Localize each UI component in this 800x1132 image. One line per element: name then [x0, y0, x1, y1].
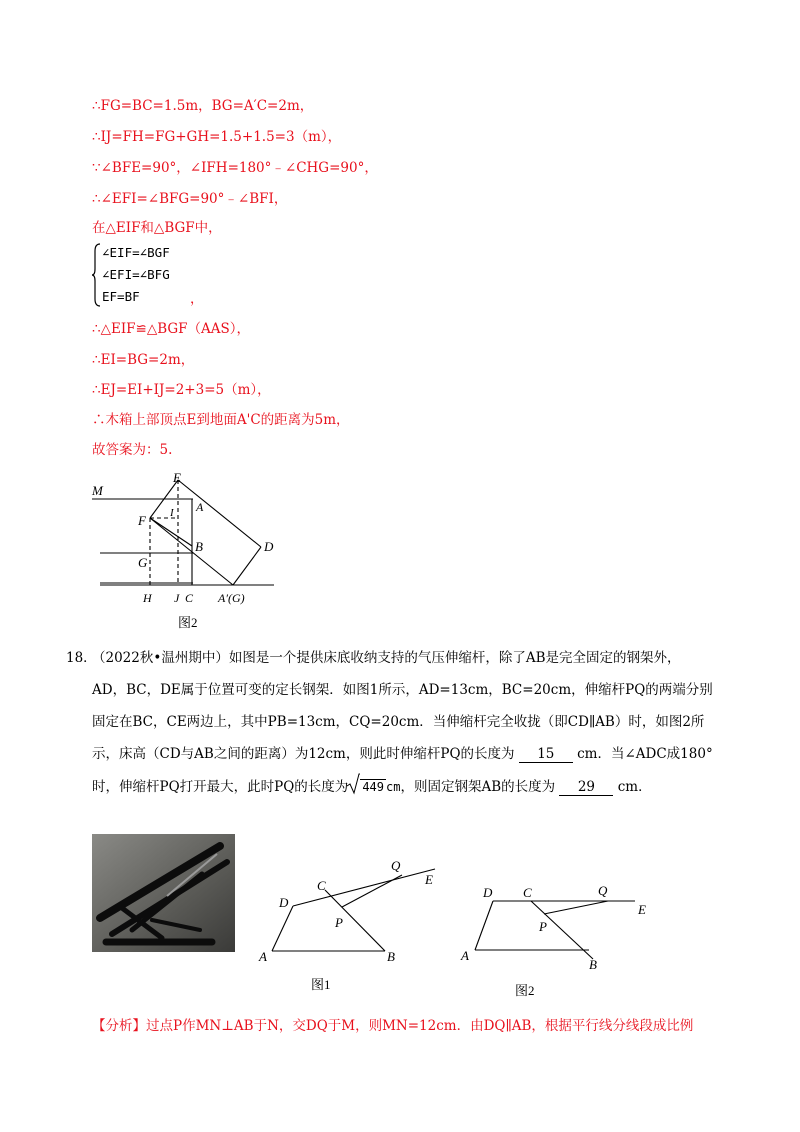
- fig-label-H: H: [143, 591, 152, 605]
- fig1-label-D: D: [279, 895, 289, 910]
- fig-caption: 图2: [178, 615, 198, 630]
- fig2-label-D: D: [483, 885, 493, 900]
- solution-line-8: ∴EJ=EI+IJ=2+3=5（m），: [92, 382, 271, 398]
- question-number: 18．: [66, 650, 97, 666]
- question-text-5b: ，则固定钢架AB的长度为: [400, 779, 556, 795]
- answer-blank-2: [559, 779, 613, 796]
- solution-line-2: ∴IJ=FH=FG+GH=1.5+1.5=3（m），: [92, 129, 342, 145]
- fig2-label-C: C: [523, 885, 532, 900]
- solution-line-9: ∴木箱上部顶点E到地面A'C的距离为5m，: [92, 412, 350, 428]
- fig2-caption: 图2: [515, 983, 535, 998]
- sqrt-icon: [346, 773, 360, 795]
- system-row-3: EF=BF: [102, 289, 140, 304]
- solution-line-10: 故答案为：5.: [92, 442, 173, 458]
- question-text-5c: cm．: [617, 779, 652, 795]
- fig2-label-B: B: [589, 957, 597, 972]
- sqrt-expression: [348, 777, 386, 797]
- fig-label-F: F: [138, 513, 146, 528]
- fig-label-A-prime-G: A′(G): [218, 591, 245, 605]
- question-line-4: [92, 744, 713, 764]
- fig-label-I: I: [170, 507, 174, 519]
- fig2-label-E: E: [638, 902, 646, 917]
- sqrt-value: 449: [362, 780, 384, 794]
- system-row-1: ∠EIF=∠BGF: [102, 245, 170, 260]
- analysis-line: [92, 1016, 693, 1036]
- fig2-label-A: A: [461, 948, 469, 963]
- analysis-text: 过点P作MN⊥AB于N，交DQ于M，则MN=12cm．由DQ∥AB，根据平行线分线段成比例: [146, 1018, 694, 1034]
- solution-line-1: ∴FG=BC=1.5m，BG=A′C=2m，: [92, 98, 314, 114]
- fig1-label-A: A: [259, 949, 267, 964]
- fig2-label-Q: Q: [598, 883, 608, 898]
- system-trail: ，: [190, 291, 204, 307]
- fig-label-E: E: [173, 470, 181, 485]
- question-line-2: AD，BC，DE属于位置可变的定长钢架．如图1所示，AD=13cm，BC=20cm，伸缩杆PQ的两端分别: [92, 682, 713, 698]
- question-source: （2022秋•温州期中）: [92, 650, 229, 666]
- fig1-label-E: E: [425, 872, 433, 887]
- answer-blank-1: [519, 746, 573, 763]
- geometry-figure-box: [88, 470, 288, 635]
- solution-line-3: ∵∠BFE=90°，∠IFH=180°﹣∠CHG=90°，: [92, 160, 378, 176]
- solution-line-7: ∴EI=BG=2m，: [92, 352, 195, 368]
- figure-1: [255, 855, 445, 995]
- fig-label-J: J: [174, 591, 180, 605]
- question-line-5: [92, 777, 652, 797]
- fig1-label-Q: Q: [391, 858, 401, 873]
- solution-line-6: ∴△EIF≌△BGF（AAS），: [92, 321, 251, 337]
- question-text-1: 如图是一个提供床底收纳支持的气压伸缩杆，除了AB是完全固定的钢架外，: [228, 650, 681, 666]
- fig1-caption: 图1: [311, 977, 331, 992]
- fig-label-G: G: [138, 555, 148, 570]
- fig1-label-C: C: [317, 878, 326, 893]
- solution-line-4: ∴∠EFI=∠BFG=90°﹣∠BFI，: [92, 191, 288, 207]
- sqrt-unit: cm: [386, 780, 401, 794]
- analysis-tag: 【分析】: [92, 1018, 146, 1034]
- figure-2: [455, 876, 660, 1006]
- solution-line-5: 在△EIF和△BGF中，: [92, 220, 222, 236]
- answer-2: 29: [577, 779, 596, 795]
- system-row-2: ∠EFI=∠BFG: [102, 267, 170, 282]
- question-line-3: 固定在BC，CE两边上，其中PB=13cm，CQ=20cm．当伸缩杆完全收拢（即CD∥AB）时，如图2所: [92, 714, 705, 730]
- fig-label-C: C: [185, 591, 194, 605]
- gas-strut-image: [92, 834, 235, 952]
- fig1-label-P: P: [335, 915, 343, 930]
- fig2-label-P: P: [539, 919, 547, 934]
- question-text-4b: cm．当∠ADC成180°: [577, 746, 713, 762]
- photo-gas-strut: [92, 834, 235, 952]
- equation-system: [92, 243, 202, 307]
- brace-icon: [92, 243, 102, 307]
- question-text-5a: 时，伸缩杆PQ打开最大，此时PQ的长度为: [92, 779, 349, 795]
- question-text-4a: 示，床高（CD与AB之间的距离）为12cm，则此时伸缩杆PQ的长度为: [92, 746, 515, 762]
- answer-1: 15: [537, 746, 555, 762]
- fig-label-D: D: [264, 539, 274, 554]
- fig1-label-B: B: [387, 949, 395, 964]
- question-line-1: [92, 648, 681, 668]
- fig-label-B: B: [195, 539, 203, 554]
- fig-label-A: A: [196, 500, 204, 514]
- fig-label-M: M: [92, 483, 103, 498]
